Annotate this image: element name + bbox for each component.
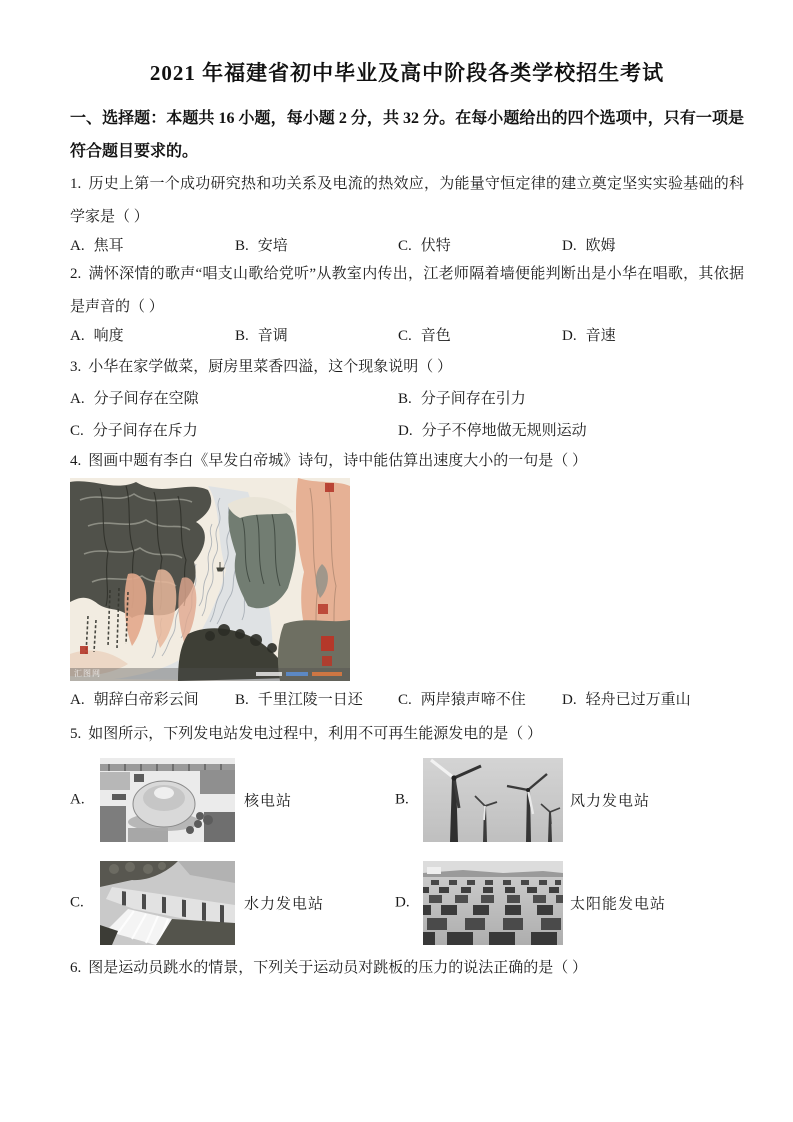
option-label: C. [398, 238, 412, 254]
option-label: A. [70, 238, 85, 254]
option-label: C. [398, 328, 412, 344]
option-label: A. [70, 692, 85, 708]
option-text: 轻舟已过万重山 [585, 692, 691, 708]
question-2-stem: 满怀深情的歌声“唱支山歌给党听”从教室内传出，江老师隔着墙便能判断出是小华在唱歌，其依据是声音的（ ） [70, 266, 744, 315]
q4-option-c [398, 688, 562, 712]
option-text: 音色 [420, 328, 451, 344]
q4-option-a [70, 688, 235, 712]
q3-option-a [70, 387, 398, 411]
q5-options-row-1 [70, 758, 744, 842]
q3-option-c [70, 419, 398, 443]
watermark-text: 汇图网 [74, 669, 101, 678]
option-text: 分子间存在空隙 [93, 391, 199, 407]
q2-option-c [398, 324, 562, 348]
q5-option-c-label: C. [70, 894, 84, 911]
question-2-text [70, 258, 744, 324]
option-text: 分子不停地做无规则运动 [421, 423, 587, 439]
question-6-text [70, 952, 744, 985]
option-label: B. [235, 328, 249, 344]
landscape-painting-image [70, 478, 350, 681]
question-5-text [70, 718, 744, 751]
question-3-text [70, 351, 744, 384]
q5-option-c-caption: 水力发电站 [244, 896, 325, 913]
q2-option-a [70, 324, 235, 348]
q1-option-c [398, 234, 562, 258]
hydro-dam-photo [100, 861, 235, 945]
option-text: 欧姆 [585, 238, 616, 254]
q4-option-b [235, 688, 398, 712]
solar-farm-photo [423, 861, 563, 945]
question-2-number: 2. [70, 266, 82, 282]
option-label: D. [562, 692, 577, 708]
option-label: D. [562, 328, 577, 344]
question-1-text [70, 168, 744, 234]
option-text: 分子间存在引力 [420, 391, 526, 407]
option-label: C. [398, 692, 412, 708]
option-label: A. [70, 328, 85, 344]
question-5-number: 5. [70, 726, 82, 742]
option-text: 伏特 [420, 238, 451, 254]
option-text: 千里江陵一日还 [257, 692, 363, 708]
question-4-stem: 图画中题有李白《早发白帝城》诗句，诗中能估算出速度大小的一句是（ ） [88, 453, 588, 469]
option-label: D. [398, 423, 413, 439]
q5-options-row-2 [70, 861, 744, 945]
wind-farm-photo [423, 758, 563, 842]
option-text: 音速 [585, 328, 616, 344]
q4-painting-figure [70, 478, 350, 681]
question-3-number: 3. [70, 359, 82, 375]
question-4-number: 4. [70, 453, 82, 469]
nuclear-plant-photo [100, 758, 235, 842]
question-1-number: 1. [70, 176, 82, 192]
option-text: 焦耳 [93, 238, 124, 254]
question-1-options [70, 234, 744, 258]
section-instructions: 一、选择题：本题共 16 小题，每小题 2 分，共 32 分。在每小题给出的四个选项中，只有一项是符合题目要求的。 [70, 110, 744, 160]
exam-title: 2021 年福建省初中毕业及高中阶段各类学校招生考试 [149, 61, 665, 85]
option-label: A. [70, 391, 85, 407]
option-text: 朝辞白帝彩云间 [93, 692, 199, 708]
q1-option-a [70, 234, 235, 258]
q5-option-b-caption: 风力发电站 [570, 793, 651, 810]
q5-option-d-label: D. [395, 894, 410, 911]
option-text: 分子间存在斥力 [92, 423, 198, 439]
option-text: 安培 [257, 238, 288, 254]
question-5-stem: 如图所示，下列发电站发电过程中，利用不可再生能源发电的是（ ） [88, 726, 543, 742]
q3-option-b [398, 387, 744, 411]
q5-option-d-caption: 太阳能发电站 [570, 896, 667, 913]
question-2-options [70, 324, 744, 348]
q1-option-d [562, 234, 744, 258]
option-label: D. [562, 238, 577, 254]
q5-option-a-label: A. [70, 791, 85, 808]
option-text: 两岸猿声啼不住 [420, 692, 526, 708]
question-3-stem: 小华在家学做菜，厨房里菜香四溢，这个现象说明（ ） [88, 359, 453, 375]
question-6-number: 6. [70, 960, 82, 976]
q4-option-d [562, 688, 744, 712]
question-4-options [70, 688, 744, 712]
option-text: 音调 [257, 328, 288, 344]
q2-option-b [235, 324, 398, 348]
watermark-right-marks [256, 672, 342, 676]
q5-option-b-label: B. [395, 791, 409, 808]
option-text: 响度 [93, 328, 124, 344]
option-label: B. [235, 238, 249, 254]
option-label: B. [398, 391, 412, 407]
question-6-stem: 图是运动员跳水的情景，下列关于运动员对跳板的压力的说法正确的是（ ） [88, 960, 588, 976]
option-label: C. [70, 423, 84, 439]
q5-option-a-caption: 核电站 [244, 793, 293, 810]
option-label: B. [235, 692, 249, 708]
question-4-text [70, 445, 744, 478]
q2-option-d [562, 324, 744, 348]
q1-option-b [235, 234, 398, 258]
question-3-options [70, 387, 744, 443]
q3-option-d [398, 419, 744, 443]
question-1-stem: 历史上第一个成功研究热和功关系及电流的热效应，为能量守恒定律的建立奠定坚实实验基础的科学家是（ ） [70, 176, 744, 225]
